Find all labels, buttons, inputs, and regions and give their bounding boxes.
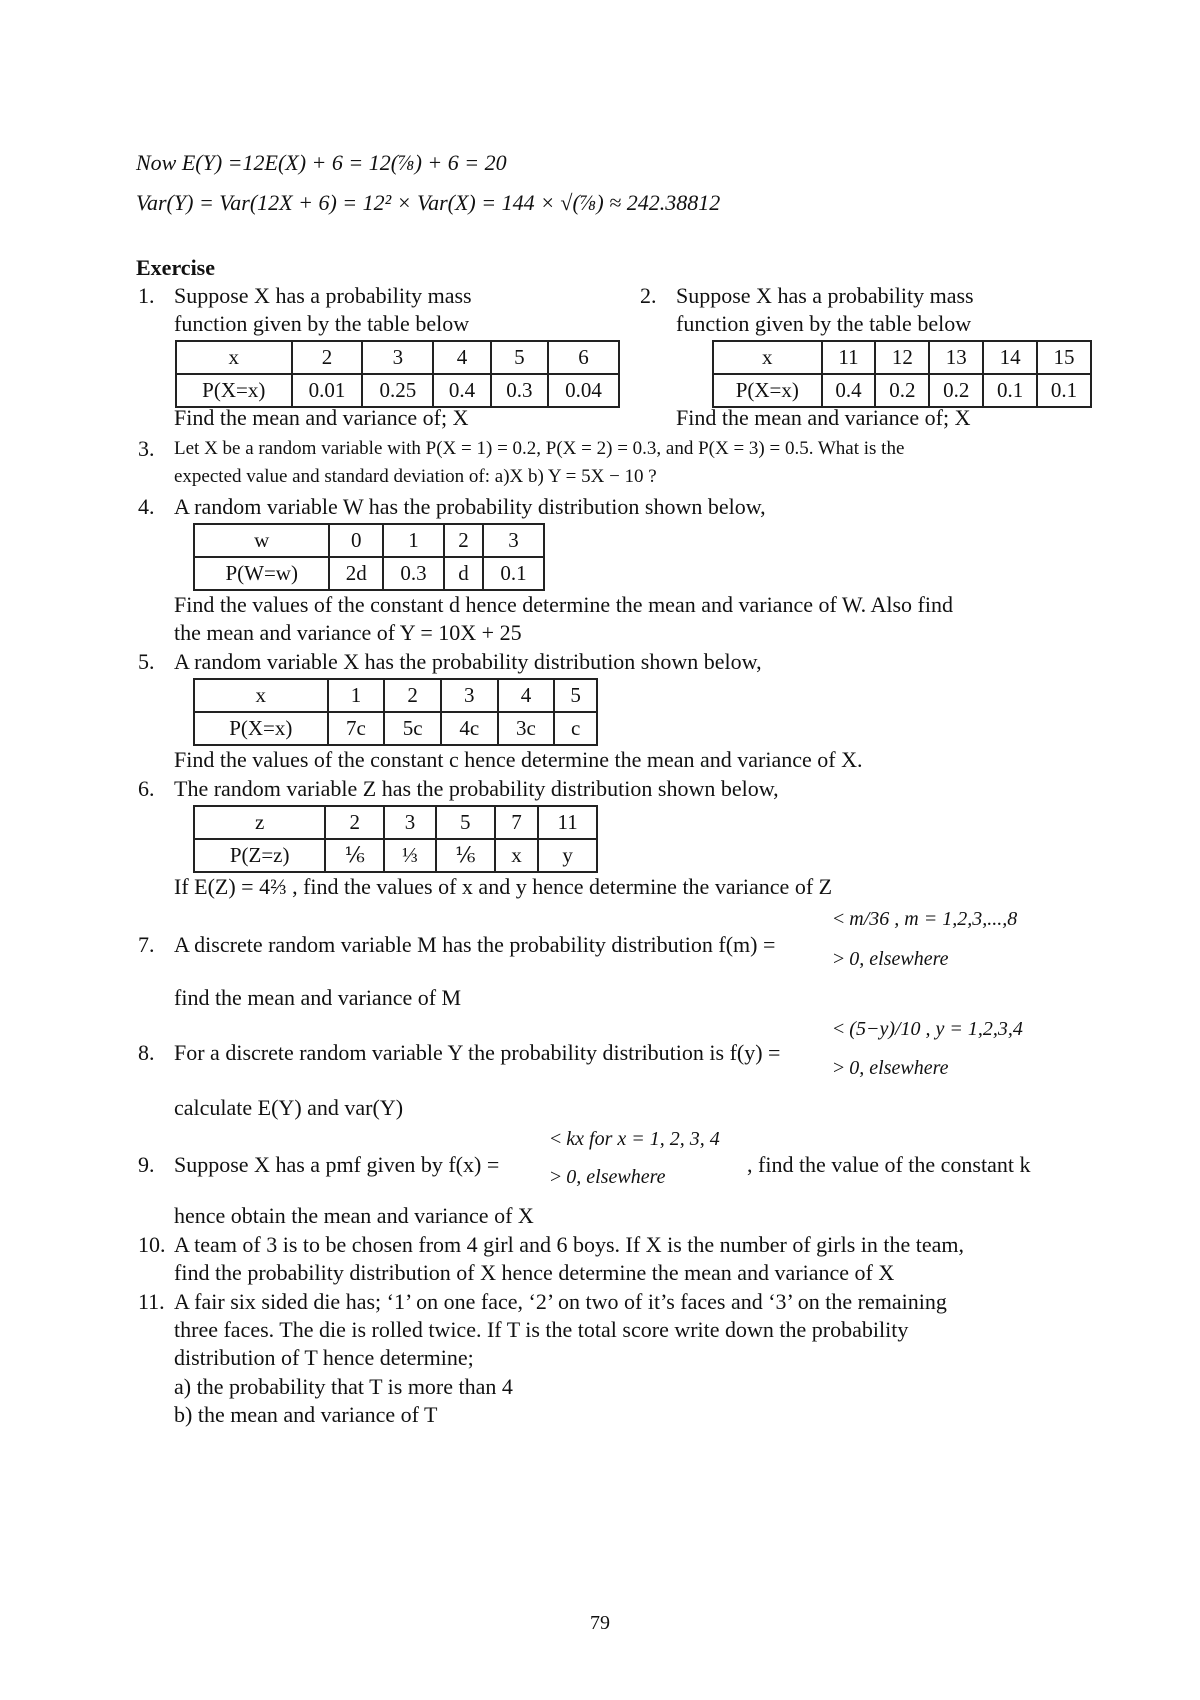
table-cell: 0.2 <box>929 374 983 407</box>
table-cell: z <box>194 806 325 839</box>
table-cell: 0.25 <box>362 374 433 407</box>
brace-glyph-icon: > <box>550 1166 562 1188</box>
table-cell: 0.3 <box>383 557 444 590</box>
question-7-case-2 <box>833 948 949 971</box>
table-cell: 0.1 <box>483 557 544 590</box>
table-row <box>194 557 544 590</box>
table-cell: w <box>194 524 329 557</box>
question-11-text: A fair six sided die has; ‘1’ on one face, ‘2’ on two of it’s faces and ‘3’ on the remaining <box>174 1289 947 1314</box>
table-cell: 7 <box>495 806 539 839</box>
question-4-text: A random variable W has the probability distribution shown below, <box>174 494 766 519</box>
question-2-text-2: function given by the table below <box>676 311 972 336</box>
table-cell: 0.1 <box>983 374 1037 407</box>
table-cell: 3 <box>483 524 544 557</box>
case-expression: kx for x = 1, 2, 3, 4 <box>566 1128 720 1150</box>
table-cell: 2 <box>444 524 483 557</box>
table-cell: 0.01 <box>292 374 363 407</box>
question-4-number: 4. <box>138 494 155 519</box>
question-6-table <box>193 805 598 873</box>
question-8-text: For a discrete random variable Y the probability distribution is f(y) = <box>174 1040 781 1065</box>
table-cell: 0.2 <box>875 374 929 407</box>
table-cell: 13 <box>929 341 983 374</box>
table-header-row <box>176 341 619 374</box>
brace-glyph-icon: < <box>833 908 845 930</box>
table-row <box>176 374 619 407</box>
table-cell: 2 <box>325 806 384 839</box>
question-8-number: 8. <box>138 1040 155 1065</box>
question-11-part-a: a) the probability that T is more than 4 <box>174 1374 513 1399</box>
table-cell: x <box>176 341 292 374</box>
table-cell: 7c <box>328 712 385 745</box>
table-cell: 14 <box>983 341 1037 374</box>
question-3-text-2: expected value and standard deviation of: a)X b) Y = 5X − 10 ? <box>174 466 657 487</box>
table-cell: 5 <box>436 806 495 839</box>
table-cell: P(X=x) <box>176 374 292 407</box>
question-5-table <box>193 678 598 746</box>
table-cell: y <box>538 839 597 872</box>
question-6-number: 6. <box>138 776 155 801</box>
table-header-row <box>194 806 597 839</box>
question-1-instruction: Find the mean and variance of; X <box>174 405 469 430</box>
table-row <box>194 839 597 872</box>
table-cell: 15 <box>1037 341 1091 374</box>
brace-glyph-icon: < <box>833 1018 845 1040</box>
table-row <box>194 712 597 745</box>
question-11-number: 11. <box>138 1289 165 1314</box>
question-5-text: A random variable X has the probability distribution shown below, <box>174 649 762 674</box>
table-cell: ⅙ <box>436 839 495 872</box>
brace-glyph-icon: < <box>550 1128 562 1150</box>
question-4-instruction: Find the values of the constant d hence determine the mean and variance of W. Also find <box>174 592 953 617</box>
table-cell: 0 <box>329 524 383 557</box>
table-cell: 2 <box>292 341 363 374</box>
table-cell: 4 <box>433 341 490 374</box>
brace-glyph-icon: > <box>833 948 845 970</box>
table-cell: 3 <box>362 341 433 374</box>
table-header-row <box>194 524 544 557</box>
table-cell: 6 <box>548 341 619 374</box>
question-10-number: 10. <box>138 1232 166 1257</box>
table-cell: x <box>495 839 539 872</box>
table-cell: x <box>194 679 328 712</box>
question-4-table <box>193 523 545 591</box>
table-cell: 1 <box>328 679 385 712</box>
question-6-text: The random variable Z has the probability distribution shown below, <box>174 776 779 801</box>
brace-glyph-icon: > <box>833 1057 845 1079</box>
table-row <box>713 374 1091 407</box>
question-1-table <box>175 340 620 408</box>
question-9-number: 9. <box>138 1152 155 1177</box>
question-7-case-1 <box>833 908 1017 931</box>
question-4-instruction-2: the mean and variance of Y = 10X + 25 <box>174 620 522 645</box>
question-1-number: 1. <box>138 283 155 308</box>
table-cell: 0.4 <box>822 374 876 407</box>
equation-expectation: Now E(Y) =12E(X) + 6 = 12(⅞) + 6 = 20 <box>136 150 507 175</box>
exercise-heading: Exercise <box>136 255 216 280</box>
table-cell: 3 <box>384 806 436 839</box>
question-3-text: Let X be a random variable with P(X = 1) = 0.2, P(X = 2) = 0.3, and P(X = 3) = 0.5. What is the <box>174 438 905 459</box>
table-cell: 5 <box>554 679 597 712</box>
question-8-instruction: calculate E(Y) and var(Y) <box>174 1095 404 1120</box>
question-5-number: 5. <box>138 649 155 674</box>
table-cell: P(X=x) <box>194 712 328 745</box>
question-1-text: Suppose X has a probability mass <box>174 283 472 308</box>
table-header-row <box>194 679 597 712</box>
question-11-part-b: b) the mean and variance of T <box>174 1402 438 1427</box>
table-cell: c <box>554 712 597 745</box>
question-8-case-2 <box>833 1057 949 1080</box>
question-2-text: Suppose X has a probability mass <box>676 283 974 308</box>
table-cell: 11 <box>538 806 597 839</box>
table-cell: d <box>444 557 483 590</box>
question-10-text: A team of 3 is to be chosen from 4 girl and 6 boys. If X is the number of girls in the team, <box>174 1232 965 1257</box>
table-cell: 0.1 <box>1037 374 1091 407</box>
table-cell: 3 <box>441 679 498 712</box>
case-expression: 0, elsewhere <box>849 1057 949 1079</box>
equation-variance: Var(Y) = Var(12X + 6) = 12² × Var(X) = 144 × √(⅞) ≈ 242.38812 <box>136 190 721 215</box>
table-cell: 2d <box>329 557 383 590</box>
table-cell: 4c <box>441 712 498 745</box>
table-cell: P(W=w) <box>194 557 329 590</box>
table-cell: P(X=x) <box>713 374 822 407</box>
question-9-case-2 <box>550 1166 666 1189</box>
table-cell: 0.3 <box>491 374 548 407</box>
case-expression: 0, elsewhere <box>566 1166 666 1188</box>
question-7-instruction: find the mean and variance of M <box>174 985 462 1010</box>
case-expression: 0, elsewhere <box>849 948 949 970</box>
table-cell: 11 <box>822 341 876 374</box>
question-7-number: 7. <box>138 932 155 957</box>
question-9-case-1 <box>550 1128 720 1151</box>
question-11-text-2: three faces. The die is rolled twice. If T is the total score write down the probability <box>174 1317 909 1342</box>
question-7-text: A discrete random variable M has the probability distribution f(m) = <box>174 932 776 957</box>
case-expression: (5−y)/10 , y = 1,2,3,4 <box>849 1018 1023 1040</box>
table-cell: ⅓ <box>384 839 436 872</box>
question-9-instruction: hence obtain the mean and variance of X <box>174 1203 534 1228</box>
table-cell: 3c <box>498 712 555 745</box>
table-cell: 1 <box>383 524 444 557</box>
page-number: 79 <box>590 1612 610 1634</box>
question-2-instruction: Find the mean and variance of; X <box>676 405 971 430</box>
table-cell: 5c <box>384 712 441 745</box>
question-1-text-2: function given by the table below <box>174 311 470 336</box>
table-cell: ⅙ <box>325 839 384 872</box>
table-cell: 0.04 <box>548 374 619 407</box>
table-cell: 5 <box>491 341 548 374</box>
table-cell: P(Z=z) <box>194 839 325 872</box>
question-9-tail: , find the value of the constant k <box>747 1152 1031 1177</box>
question-2-table <box>712 340 1092 408</box>
question-2-number: 2. <box>640 283 657 308</box>
question-11-text-3: distribution of T hence determine; <box>174 1345 474 1370</box>
question-6-instruction: If E(Z) = 4⅔ , find the values of x and y hence determine the variance of Z <box>174 874 833 899</box>
question-5-instruction: Find the values of the constant c hence determine the mean and variance of X. <box>174 747 863 772</box>
question-3-number: 3. <box>138 436 155 461</box>
question-9-text: Suppose X has a pmf given by f(x) = <box>174 1152 500 1177</box>
table-cell: 12 <box>875 341 929 374</box>
question-10-text-2: find the probability distribution of X hence determine the mean and variance of X <box>174 1260 895 1285</box>
question-8-case-1 <box>833 1018 1023 1041</box>
table-cell: 4 <box>498 679 555 712</box>
case-expression: m/36 , m = 1,2,3,...,8 <box>849 908 1018 930</box>
table-cell: x <box>713 341 822 374</box>
table-header-row <box>713 341 1091 374</box>
table-cell: 0.4 <box>433 374 490 407</box>
table-cell: 2 <box>384 679 441 712</box>
